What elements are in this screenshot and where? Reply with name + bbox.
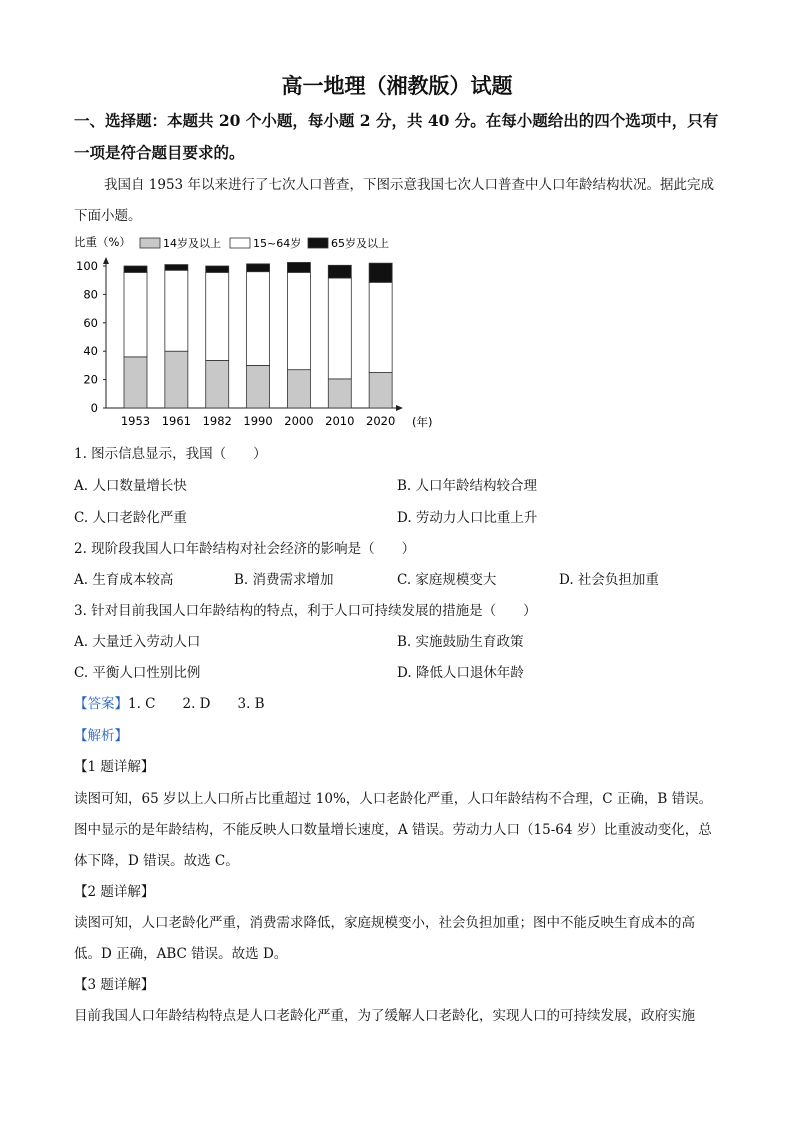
question-1-option-c: C. 人口老龄化严重 bbox=[74, 510, 187, 526]
bar-segment-2020-2 bbox=[369, 263, 392, 282]
question-3-option-d: D. 降低人口退休年龄 bbox=[397, 665, 524, 681]
question-2-option-c: C. 家庭规模变大 bbox=[397, 572, 497, 588]
bar-segment-1990-2 bbox=[247, 264, 270, 272]
bar-segment-1982-1 bbox=[206, 272, 229, 360]
detail-1-label: 【1 题详解】 bbox=[74, 759, 155, 775]
legend-swatch-2 bbox=[308, 238, 328, 248]
bar-segment-1961-0 bbox=[165, 351, 188, 408]
question-3-stem: 3. 针对目前我国人口年龄结构的特点，利于人口可持续发展的措施是（ ） bbox=[74, 603, 537, 619]
bar-segment-1990-1 bbox=[247, 272, 270, 366]
answer-text: 1. C 2. D 3. B bbox=[128, 696, 265, 712]
detail-1-line3: 体下降，D 错误。故选 C。 bbox=[74, 853, 239, 869]
y-tick-label: 0 bbox=[90, 401, 98, 415]
question-1-option-d: D. 劳动力人口比重上升 bbox=[397, 510, 538, 526]
bar-segment-1961-2 bbox=[165, 265, 188, 271]
bar-segment-1961-1 bbox=[165, 270, 188, 351]
legend-label-0: 14岁及以上 bbox=[163, 237, 221, 250]
legend-swatch-1 bbox=[230, 238, 250, 248]
legend-label-2: 65岁及以上 bbox=[331, 237, 389, 250]
question-2-option-b: B. 消费需求增加 bbox=[234, 572, 334, 588]
bar-segment-1982-2 bbox=[206, 266, 229, 272]
section-heading-line2: 一项是符合题目要求的。 bbox=[74, 143, 245, 162]
question-1-option-b: B. 人口年龄结构较合理 bbox=[397, 478, 538, 494]
question-1-stem: 1. 图示信息显示，我国（ ） bbox=[74, 446, 267, 462]
intro-line1: 我国自 1953 年以来进行了七次人口普查，下图示意我国七次人口普查中人口年龄结构状况。据此完成 bbox=[104, 177, 714, 193]
y-tick-label: 100 bbox=[76, 259, 98, 273]
page-title: 高一地理（湘教版）试题 bbox=[281, 73, 513, 98]
bar-segment-2020-1 bbox=[369, 282, 392, 372]
question-2-option-a: A. 生育成本较高 bbox=[74, 572, 174, 588]
question-3-option-c: C. 平衡人口性别比例 bbox=[74, 665, 201, 681]
bar-segment-1953-1 bbox=[124, 272, 147, 356]
chart-legend bbox=[140, 236, 389, 250]
y-tick-label: 40 bbox=[83, 344, 98, 359]
x-axis-arrow bbox=[396, 405, 403, 411]
x-tick-label: 2010 bbox=[325, 414, 355, 428]
population-age-structure-chart bbox=[70, 228, 433, 438]
question-2-option-d: D. 社会负担加重 bbox=[559, 572, 659, 588]
y-axis-label: 比重（%） bbox=[74, 235, 131, 249]
analysis-label: 【解析】 bbox=[74, 728, 128, 744]
y-axis-arrow bbox=[103, 257, 109, 264]
bar-segment-1953-2 bbox=[124, 266, 147, 272]
bar-segment-1982-0 bbox=[206, 360, 229, 408]
bar-segment-2000-0 bbox=[287, 370, 310, 408]
y-tick-label: 80 bbox=[83, 287, 98, 302]
x-tick-label: 2000 bbox=[284, 414, 314, 428]
bar-segment-2020-0 bbox=[369, 373, 392, 409]
bar-segment-2010-0 bbox=[328, 379, 351, 408]
legend-swatch-0 bbox=[140, 238, 160, 248]
detail-3-label: 【3 题详解】 bbox=[74, 977, 155, 993]
x-tick-label: 1990 bbox=[243, 414, 273, 428]
detail-1-line1: 读图可知，65 岁以上人口所占比重超过 10%，人口老龄化严重，人口年龄结构不合理，C 正确，B 错误。 bbox=[74, 791, 713, 807]
x-tick-label: 1961 bbox=[161, 414, 191, 428]
detail-2-label: 【2 题详解】 bbox=[74, 884, 155, 900]
intro-line2: 下面小题。 bbox=[74, 208, 142, 224]
y-tick-label: 20 bbox=[83, 372, 98, 387]
detail-1-line2: 图中显示的是年龄结构，不能反映人口数量增长速度，A 错误。劳动力人口（15-64 岁）比重波动变化，总 bbox=[74, 822, 712, 838]
answer-label: 【答案】 bbox=[74, 696, 128, 712]
chart-plot-area bbox=[76, 257, 403, 428]
legend-label-1: 15~64岁 bbox=[253, 237, 302, 250]
answer-line bbox=[74, 692, 265, 712]
bar-segment-1990-0 bbox=[247, 365, 270, 408]
section-heading-line1: 一、选择题：本题共 20 个小题，每小题 2 分，共 40 分。在每小题给出的四个选项中，只有 bbox=[74, 111, 719, 130]
question-2-stem: 2. 现阶段我国人口年龄结构对社会经济的影响是（ ） bbox=[74, 541, 416, 557]
question-3-option-a: A. 大量迁入劳动人口 bbox=[74, 634, 201, 650]
question-1-option-a: A. 人口数量增长快 bbox=[74, 478, 187, 494]
y-tick-label: 60 bbox=[83, 315, 98, 330]
x-tick-label: 2020 bbox=[366, 414, 396, 428]
x-tick-label: 1982 bbox=[202, 414, 232, 428]
question-3-option-b: B. 实施鼓励生育政策 bbox=[397, 634, 524, 650]
bar-segment-1953-0 bbox=[124, 357, 147, 408]
x-tick-label: 1953 bbox=[120, 414, 151, 428]
detail-2-line1: 读图可知，人口老龄化严重，消费需求降低，家庭规模变小，社会负担加重；图中不能反映生育成本的高 bbox=[74, 915, 695, 931]
bar-segment-2000-2 bbox=[287, 262, 310, 272]
x-axis-unit-label: (年) bbox=[412, 415, 433, 429]
bar-segment-2000-1 bbox=[287, 272, 310, 369]
bar-segment-2010-2 bbox=[328, 265, 351, 278]
bar-segment-2010-1 bbox=[328, 278, 351, 379]
detail-2-line2: 低。D 正确，ABC 错误。故选 D。 bbox=[74, 946, 288, 962]
detail-3-line1: 目前我国人口年龄结构特点是人口老龄化严重，为了缓解人口老龄化，实现人口的可持续发展，政府实施 bbox=[74, 1008, 695, 1024]
